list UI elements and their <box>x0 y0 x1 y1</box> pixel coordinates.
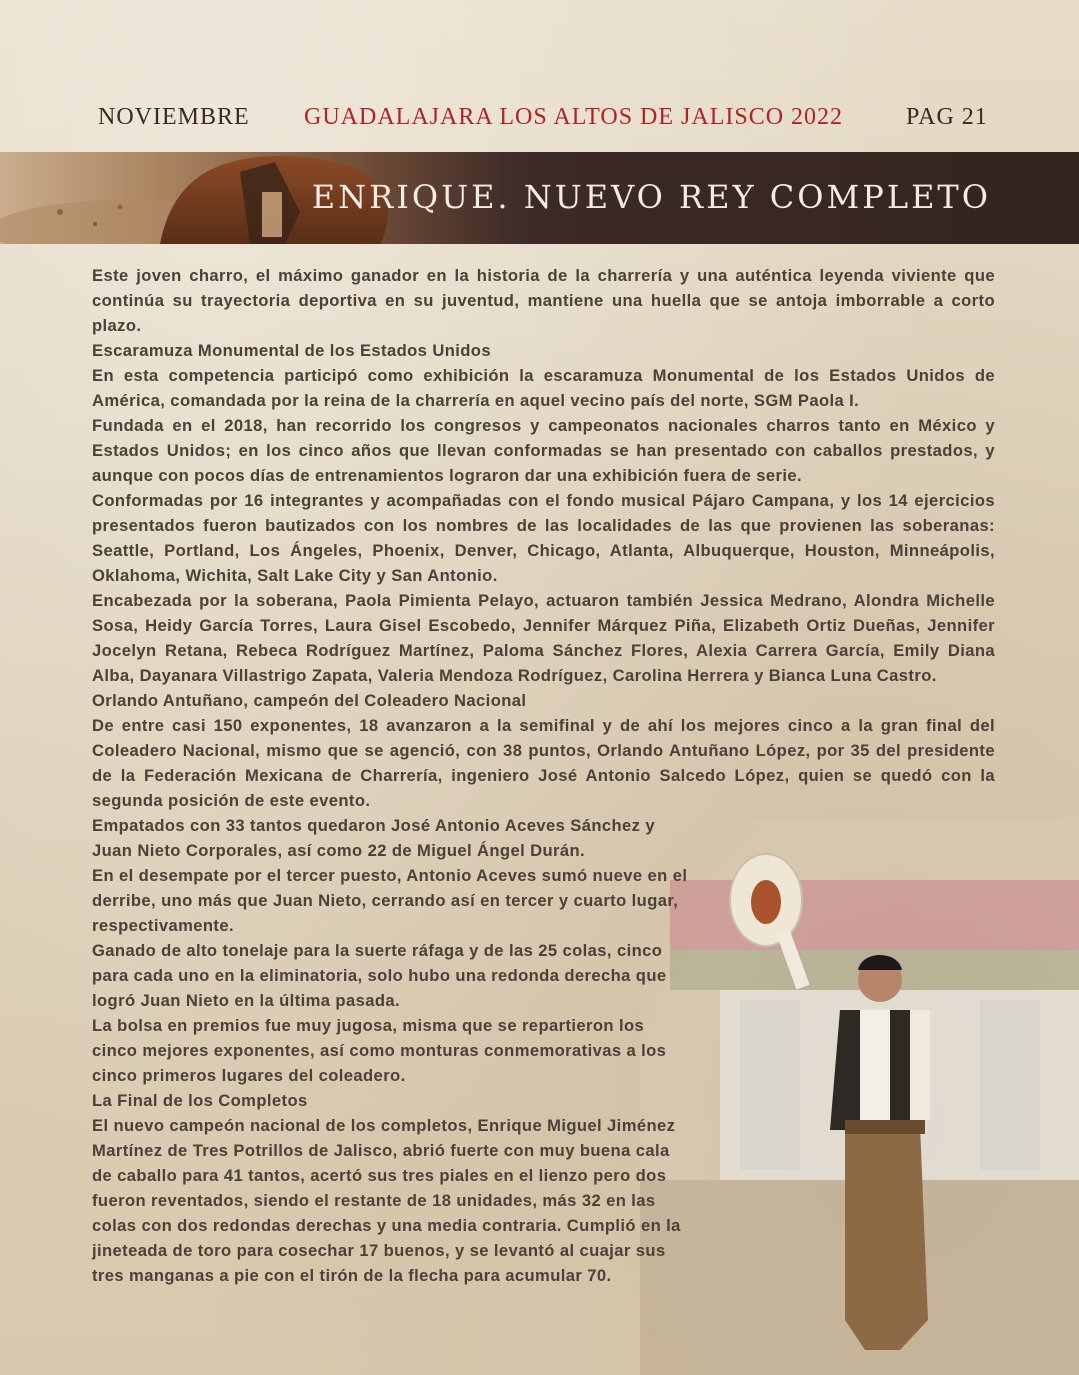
article-title: ENRIQUE. NUEVO REY COMPLETO <box>311 178 991 216</box>
paragraph: La bolsa en premios fue muy jugosa, misma que se repartieron los cinco mejores exponentes, así como monturas conmemorativas a los cinco primeros lugares del coleadero. <box>92 1016 667 1085</box>
paragraph: El nuevo campeón nacional de los completos, Enrique Miguel Jiménez Martínez de Tres Potrillos de Jalisco, abrió fuerte con muy buena cala de caballo para 41 tantos, acertó sus tres piales en el lienzo pero dos fueron reventados, siendo el restante de 18 unidades, más 32 en las colas con dos redondas derechas y una media contraria. Cumplió en la jineteada de toro para cosechar 17 buenos, y se levantó al cuajar sus tres manganas a pie con el tirón de la flecha para acumular 70. <box>92 1116 681 1285</box>
paragraph: En esta competencia participó como exhibición la escaramuza Monumental de los Estados Unidos de América, comandada por la reina de la charrería en aquel vecino país del norte, SGM Paola I. <box>92 366 995 410</box>
section-heading: Escaramuza Monumental de los Estados Unidos <box>92 341 491 360</box>
paragraph: De entre casi 150 exponentes, 18 avanzaron a la semifinal y de ahí los mejores cinco a la gran final del Coleadero Nacional, mismo que se agenció, con 38 puntos, Orlando Antuñano López, por 35 del presidente de la Federación Mexicana de Charrería, ingeniero José Antonio Salcedo López, quien se quedó con la segunda posición de este evento. <box>92 716 995 810</box>
header-publication-title: GUADALAJARA LOS ALTOS DE JALISCO 2022 <box>304 104 844 130</box>
article-body <box>92 263 995 1288</box>
page-header <box>0 104 1079 134</box>
header-page-number: PAG 21 <box>906 104 988 130</box>
paragraph: Ganado de alto tonelaje para la suerte ráfaga y de las 25 colas, cinco para cada uno en la eliminatoria, solo hubo una redonda derecha que logró Juan Nieto en la última pasada. <box>92 941 667 1010</box>
article-title-banner <box>0 152 1079 244</box>
paragraph: Conformadas por 16 integrantes y acompañadas con el fondo musical Pájaro Campana, y los 14 ejercicios presentados fueron bautizados con los nombres de las localidades de las que provienen las soberanas: Seattle, Portland, Los Ángeles, Phoenix, Denver, Chicago, Atlanta, Albuquerque, Houston, Minneápolis, Oklahoma, Wichita, Salt Lake City y San Antonio. <box>92 491 995 585</box>
intro-paragraph: Este joven charro, el máximo ganador en la historia de la charrería y una auténtica leyenda viviente que continúa su trayectoria deportiva en su juventud, mantiene una huella que se antoja imborrable a corto plazo. <box>92 266 995 335</box>
paragraph: Fundada en el 2018, han recorrido los congresos y campeonatos nacionales charros tanto en México y Estados Unidos; en los cinco años que llevan conformadas se han presentado con caballos prestados, y aunque con pocos días de entrenamientos lograron dar una exhibición fuera de serie. <box>92 416 995 485</box>
paragraph: Encabezada por la soberana, Paola Pimienta Pelayo, actuaron también Jessica Medrano, Alondra Michelle Sosa, Heidy García Torres, Laura Gisel Escobedo, Jennifer Márquez Piña, Elizabeth Ortiz Dueñas, Jennifer Jocelyn Retana, Rebeca Rodríguez Martínez, Paloma Sánchez Flores, Alexia Carrera García, Emily Diana Alba, Dayanara Villastrigo Zapata, Valeria Mendoza Rodríguez, Carolina Herrera y Bianca Luna Castro. <box>92 591 995 685</box>
section-heading: La Final de los Completos <box>92 1091 308 1110</box>
paragraph: En el desempate por el tercer puesto, Antonio Aceves sumó nueve en el derribe, uno más que Juan Nieto, cerrando así en tercer y cuarto lugar, respectivamente. <box>92 866 688 935</box>
header-month: NOVIEMBRE <box>98 104 250 130</box>
narrow-column <box>92 813 692 1288</box>
section-heading: Orlando Antuñano, campeón del Coleadero Nacional <box>92 691 527 710</box>
paragraph: Empatados con 33 tantos quedaron José Antonio Aceves Sánchez y Juan Nieto Corporales, así como 22 de Miguel Ángel Durán. <box>92 816 656 860</box>
